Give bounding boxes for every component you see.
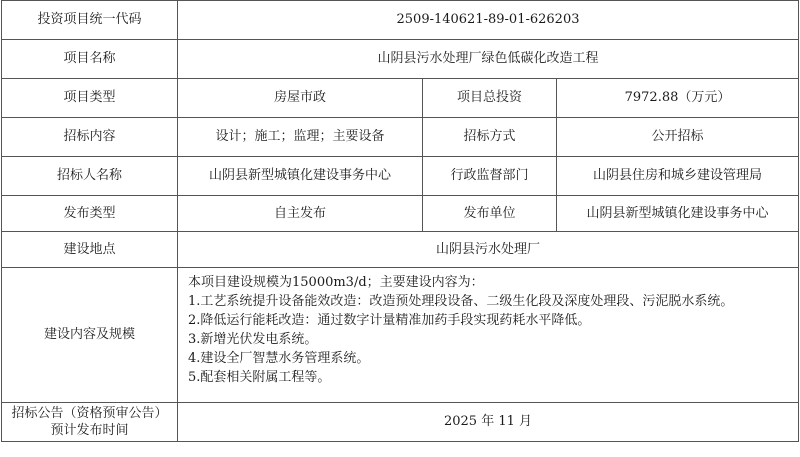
bid-content-value: 设计；施工；监理；主要设备 (178, 118, 423, 157)
total-investment-label: 项目总投资 (423, 79, 557, 118)
scope-line-1: 1.工艺系统提升设备能效改造：改造预处理段设备、二级生化段及深度处理段、污泥脱水系统。 (188, 294, 734, 309)
project-code-label: 投资项目统一代码 (2, 1, 178, 40)
project-type-value: 房屋市政 (178, 79, 423, 118)
project-code-value: 2509-140621-89-01-626203 (178, 1, 799, 40)
publisher-label: 发布单位 (423, 196, 557, 232)
scope-line-5: 5.配套相关附属工程等。 (188, 370, 331, 385)
project-type-label: 项目类型 (2, 79, 178, 118)
supervisor-value: 山阴县住房和城乡建设管理局 (557, 157, 799, 196)
announce-time-value: 2025 年 11 月 (178, 403, 799, 442)
row-bid-content (2, 118, 799, 157)
publish-type-label: 发布类型 (2, 196, 178, 232)
bid-content-label: 招标内容 (2, 118, 178, 157)
announce-time-label (2, 403, 178, 442)
total-investment-value: 7972.88（万元） (557, 79, 799, 118)
scope-line-2: 2.降低运行能耗改造：通过数字计量精准加药手段实现药耗水平降低。 (188, 313, 591, 328)
scope-line-4: 4.建设全厂智慧水务管理系统。 (188, 351, 370, 366)
bid-method-label: 招标方式 (423, 118, 557, 157)
location-value: 山阴县污水处理厂 (178, 232, 799, 268)
supervisor-label: 行政监督部门 (423, 157, 557, 196)
announce-time-label-line2: 预计发布时间 (50, 423, 129, 438)
row-project-code (2, 1, 799, 40)
row-scope (2, 268, 799, 403)
project-name-value: 山阴县污水处理厂绿色低碳化改造工程 (178, 40, 799, 79)
row-publish-type (2, 196, 799, 232)
row-announce-time (2, 403, 799, 442)
scope-line-intro: 本项目建设规模为15000m3/d；主要建设内容为： (188, 275, 484, 290)
row-tenderer (2, 157, 799, 196)
row-location (2, 232, 799, 268)
tenderer-label: 招标人名称 (2, 157, 178, 196)
publish-type-value: 自主发布 (178, 196, 423, 232)
scope-content (178, 268, 799, 403)
project-name-label: 项目名称 (2, 40, 178, 79)
bid-method-value: 公开招标 (557, 118, 799, 157)
row-project-type (2, 79, 799, 118)
announce-time-label-line1: 招标公告（资格预审公告） (11, 406, 168, 421)
project-info-table (1, 0, 799, 442)
row-project-name (2, 40, 799, 79)
publisher-value: 山阴县新型城镇化建设事务中心 (557, 196, 799, 232)
scope-label: 建设内容及规模 (2, 268, 178, 403)
location-label: 建设地点 (2, 232, 178, 268)
scope-line-3: 3.新增光伏发电系统。 (188, 332, 318, 347)
tenderer-value: 山阴县新型城镇化建设事务中心 (178, 157, 423, 196)
